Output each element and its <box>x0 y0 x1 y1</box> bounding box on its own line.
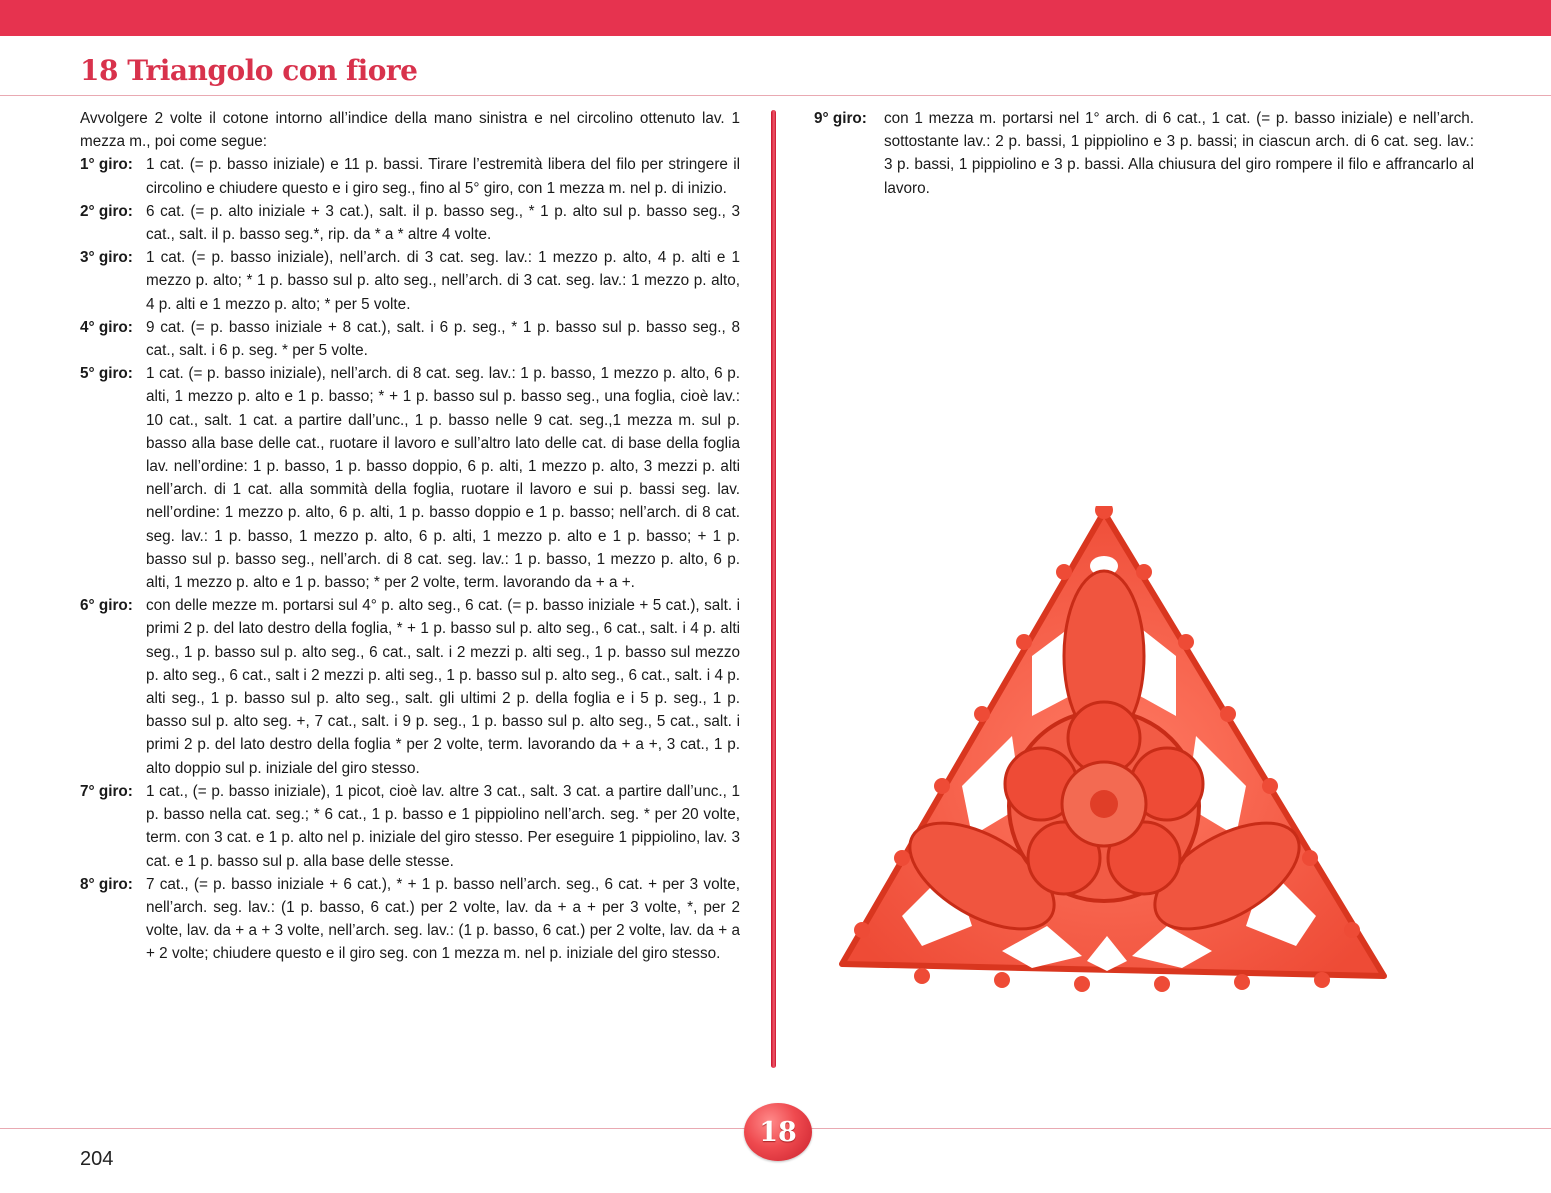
round-text: 1 cat., (= p. basso iniziale), 1 picot, cioè lav. altre 3 cat., salt. 3 cat. a partire dall’unc., 1 p. basso nella cat. seg.; * 6 cat., 1 p. basso e 1 pippiolino nell’arch. seg. * per 20 volte, term. con 3 cat. e 1 p. alto nel p. iniziale del giro stesso. Per eseguire 1 pippiolino, lav. 3 cat. e 1 p. basso sul p. alla base delle stesse. <box>146 782 740 870</box>
round-label: 2° giro: <box>80 202 133 220</box>
intro-paragraph: Avvolgere 2 volte il cotone intorno all’indice della mano sinistra e nel circolino ottenuto lav. 1 mezza m., poi come segue: <box>80 110 740 151</box>
round-item <box>80 246 740 316</box>
round-label: 4° giro: <box>80 318 133 336</box>
round-text: 7 cat., (= p. basso iniziale + 6 cat.), * + 1 p. basso nell’arch. seg., 6 cat. + per 3 volte, nell’arch. seg. lav.: (1 p. basso, 6 cat.) per 2 volte, lav. da + a + per 3 volte, *, per 2 volte, lav. da + a + 3 volte, nell’arch. seg. lav.: (1 p. basso, 6 cat.) per 2 volte, lav. da + a + 2 volte; chiudere questo e il giro seg. con 1 mezza m. nel p. iniziale del giro stesso. <box>146 875 740 963</box>
title-divider <box>0 95 1551 96</box>
round-text: con 1 mezza m. portarsi nel 1° arch. di 6 cat., 1 cat. (= p. basso iniziale) e nell’arch. sottostante lav.: 2 p. bassi, 1 pippiolino e 3 p. bassi; in ciascun arch. di 6 cat. seg. lav.: 3 p. bassi, 1 pippiolino e 3 p. bassi. Alla chiusura del giro rompere il filo e affrancarlo al lavoro. <box>884 110 1474 197</box>
round-text: 1 cat. (= p. basso iniziale), nell’arch. di 3 cat. seg. lav.: 1 mezzo p. alto, 4 p. alti e 1 mezzo p. alto; * 1 p. basso sul p. alto seg., nell’arch. di 3 cat. seg. lav.: 1 mezzo p. alto, 4 p. alti e 1 mezzo p. alto; * per 5 volte. <box>146 249 740 313</box>
round-item <box>80 200 740 246</box>
round-item <box>80 873 740 966</box>
round-item <box>80 780 740 873</box>
round-item <box>80 153 740 199</box>
round-item <box>80 362 740 594</box>
badge-number: 18 <box>759 1116 797 1148</box>
round-label: 7° giro: <box>80 782 133 800</box>
top-color-bar <box>0 0 1551 36</box>
round-label: 3° giro: <box>80 249 133 267</box>
yarn-divider <box>771 110 776 1068</box>
round-text: 1 cat. (= p. basso iniziale) e 11 p. bassi. Tirare l’estremità libera del filo per stringere il circolino e chiudere questo e i giro seg., fino al 5° giro, con 1 mezza m. nel p. di inizio. <box>146 156 740 197</box>
round-label: 1° giro: <box>80 156 133 174</box>
round-label: 8° giro: <box>80 875 133 893</box>
round-item <box>814 107 1474 200</box>
page-number: 204 <box>80 1148 114 1170</box>
round-label: 5° giro: <box>80 365 133 383</box>
round-item <box>80 316 740 362</box>
page-title: 18 Triangolo con fiore <box>80 54 418 87</box>
crochet-triangle-photo <box>832 506 1392 998</box>
instructions-right-column <box>814 107 1474 200</box>
round-text: 1 cat. (= p. basso iniziale), nell’arch. di 8 cat. seg. lav.: 1 p. basso, 1 mezzo p. alto, 6 p. alti, 1 mezzo p. alto e 1 p. basso; * + 1 p. basso sul p. basso seg., una foglia, cioè lav.: 10 cat., salt. 1 cat. a partire dall’unc., 1 p. basso nelle 9 cat. seg.,1 mezza m. sul p. basso alla base delle cat., ruotare il lavoro e sull’altro lato delle cat. di base della foglia lav. nell’ordine: 1 p. basso, 1 p. basso doppio, 6 p. alti, 1 mezzo p. alto, 3 mezzi p. alti nell’arch. di 1 cat. alla sommità della foglia, ruotare il lavoro e sui p. bassi seg. lav. nell’ordine: 1 mezzo p. alto, 6 p. alti, 1 p. basso doppio e 1 p. basso; nell’arch. di 8 cat. seg. lav.: 1 p. basso, 1 mezzo p. alto, 6 p. alti, 1 mezzo p. alto e 1 p. basso; + 1 p. basso sul p. basso seg., nell’arch. di 8 cat. seg. lav.: 1 p. basso, 1 mezzo p. alto, 6 p. alti, 1 mezzo p. alto e 1 p. basso; * per 2 volte, term. lavorando da + a +. <box>146 365 740 592</box>
round-item <box>80 594 740 780</box>
round-text: 9 cat. (= p. basso iniziale + 8 cat.), salt. i 6 p. seg., * 1 p. basso sul p. basso seg., 8 cat., salt. i 6 p. seg. * per 5 volte. <box>146 318 740 360</box>
instructions-left-column <box>80 107 740 966</box>
round-text: con delle mezze m. portarsi sul 4° p. alto seg., 6 cat. (= p. basso iniziale + 5 cat.), salt. i primi 2 p. del lato destro della foglia, * + 1 p. basso sul p. alto seg., 6 cat., salt. i 4 p. alti seg., 1 p. basso sul p. alto seg., 6 cat., salt. i 2 mezzi p. alti seg., 1 p. basso sul mezzo p. alto seg., 6 cat., salt i 2 mezzi p. alti seg., 1 p. basso sul p. alto seg., 6 cat., salt. i 4 p. alti seg., 1 p. basso sul p. alto seg., salt. gli ultimi 2 p. della foglia e i 5 p. seg., 1 p. basso sul p. alto seg. +, 7 cat., salt. i 9 p. seg., 1 p. basso sul p. alto seg., 5 cat., salt. i primi 2 p. del lato destro della foglia * per 2 volte, term. lavorando da + a +, 3 cat., 1 p. alto doppio sul p. iniziale del giro stesso. <box>146 597 740 777</box>
round-label: 9° giro: <box>814 110 867 127</box>
yarn-ball-badge <box>744 1103 812 1161</box>
round-label: 6° giro: <box>80 597 133 615</box>
round-text: 6 cat. (= p. alto iniziale + 3 cat.), salt. il p. basso seg., * 1 p. alto sul p. basso seg., 3 cat., salt. il p. basso seg.*, rip. da * a * altre 4 volte. <box>146 202 740 244</box>
